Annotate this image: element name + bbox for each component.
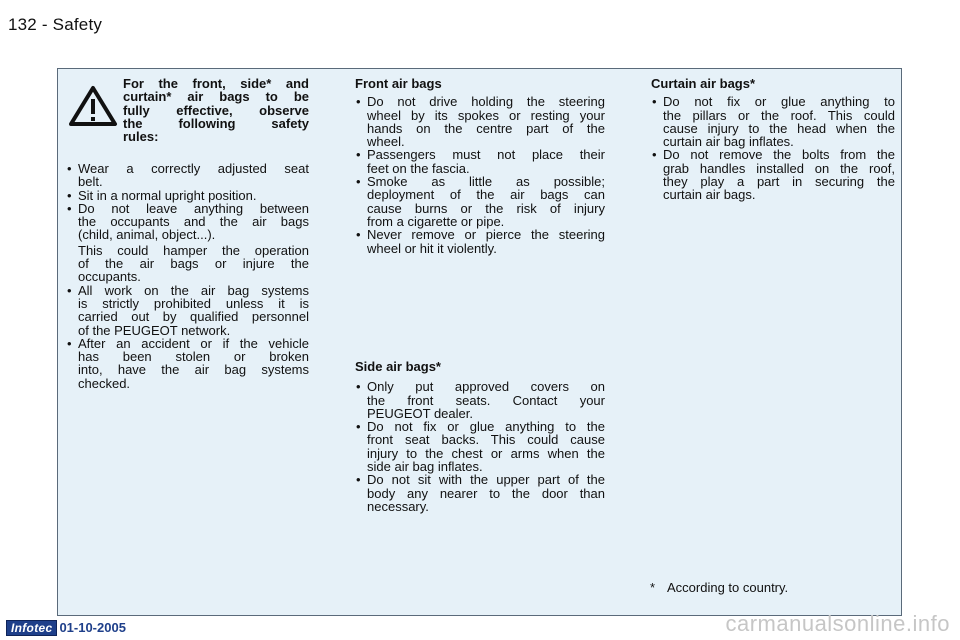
warning-column [66,77,309,390]
warning-heading-line: fully effective, observe [123,102,309,118]
line: • Never remove or pierce the steering [367,227,605,243]
warning-heading [123,77,309,143]
line: • Do not fix or glue anything to the [367,419,605,435]
list-item [651,95,895,148]
line: carried out by qualified personnel [78,309,309,325]
line: of the air bags or injure the [78,256,309,272]
line: (child, animal, object...). [78,227,216,243]
list-item [66,162,309,189]
warning-heading-line: the following safety [123,115,309,131]
line: • Do not sit with the upper part of the [367,472,605,488]
footnote-marker: * [650,580,656,595]
line: wheel by its spokes or resting your [367,107,605,123]
line: of the PEUGEOT network. [78,322,231,338]
line: the front seats. Contact your [367,392,605,408]
list-item [355,95,605,148]
list-item [355,380,605,420]
line: grab handles installed on the roof, [663,160,895,176]
line: wheel or hit it violently. [367,240,497,256]
line: • Smoke as little as possible; [367,174,605,190]
page-footer [6,619,126,636]
line: from a cigarette or pipe. [367,213,505,229]
list-item [355,228,605,255]
safety-content-panel [57,68,902,616]
line: injury to the chest or arms when the [367,445,605,461]
section-heading: Curtain air bags* [651,76,756,91]
line: side air bag inflates. [367,459,483,475]
line: is strictly prohibited unless it is [78,295,309,311]
list-item [355,473,605,513]
line: checked. [78,375,131,391]
page-title: 132 - Safety [8,15,103,34]
line: wheel. [367,134,405,150]
line: belt. [78,174,103,190]
line: • Do not leave anything between [78,200,309,216]
list-item [355,148,605,175]
curtain-airbags-section [651,77,895,202]
line: • Do not remove the bolts from the [663,147,895,163]
line: • All work on the air bag systems [78,282,309,298]
footnote [650,581,788,595]
front-airbags-list [355,95,605,255]
line: • Do not drive holding the steering [367,94,605,110]
warning-heading-line: For the front, side* and [123,76,309,91]
list-item [66,337,309,390]
line: • Wear a correctly adjusted seat [78,161,309,176]
line: the pillars or the roof. This could [663,107,895,123]
line: • Sit in a normal upright position. [78,187,257,203]
footnote-text: According to country. [667,580,789,595]
line: they play a part in securing the [663,174,895,190]
line: has been stolen or broken [78,349,309,365]
front-airbags-section [355,77,605,255]
line: hands on the centre part of the [367,120,605,136]
line: into, have the air bag systems [78,362,309,378]
line: This could hamper the operation [78,242,309,258]
list-item-continuation [66,244,309,284]
list-item [66,189,309,202]
line: front seat backs. This could cause [367,432,605,448]
watermark: carmanualsonline.info [725,611,950,636]
section-heading: Side air bags* [355,359,441,374]
warning-heading-line: rules: [123,129,159,145]
line: body any nearer to the door than [367,485,605,501]
side-airbags-section [355,360,605,513]
line: • Only put approved covers on [367,379,605,395]
list-item [355,420,605,473]
warning-triangle-icon [68,85,118,127]
edition-date: 01-10-2005 [59,620,126,635]
line: the occupants and the air bags [78,214,309,230]
line: curtain air bags. [663,187,756,203]
list-item [355,175,605,228]
side-airbags-list [355,380,605,513]
line: deployment of the air bags can [367,187,605,203]
curtain-airbags-list [651,95,895,201]
list-item [66,284,309,337]
line: • After an accident or if the vehicle [78,335,309,351]
line: occupants. [78,269,141,285]
warning-callout [66,77,309,147]
line: PEUGEOT dealer. [367,405,473,421]
line: • Passengers must not place their [367,147,605,163]
line: feet on the fascia. [367,160,470,176]
line: cause burns or the risk of injury [367,200,605,216]
line: • Do not fix or glue anything to [663,94,895,110]
warning-rules-list [66,162,309,390]
list-item [651,148,895,201]
list-item [66,202,309,242]
warning-heading-line: curtain* air bags to be [123,89,309,105]
line: cause injury to the head when the [663,120,895,136]
section-heading: Front air bags [355,76,442,91]
line: curtain air bag inflates. [663,134,794,150]
line: necessary. [367,498,429,514]
infotec-logo: Infotec [6,620,57,636]
